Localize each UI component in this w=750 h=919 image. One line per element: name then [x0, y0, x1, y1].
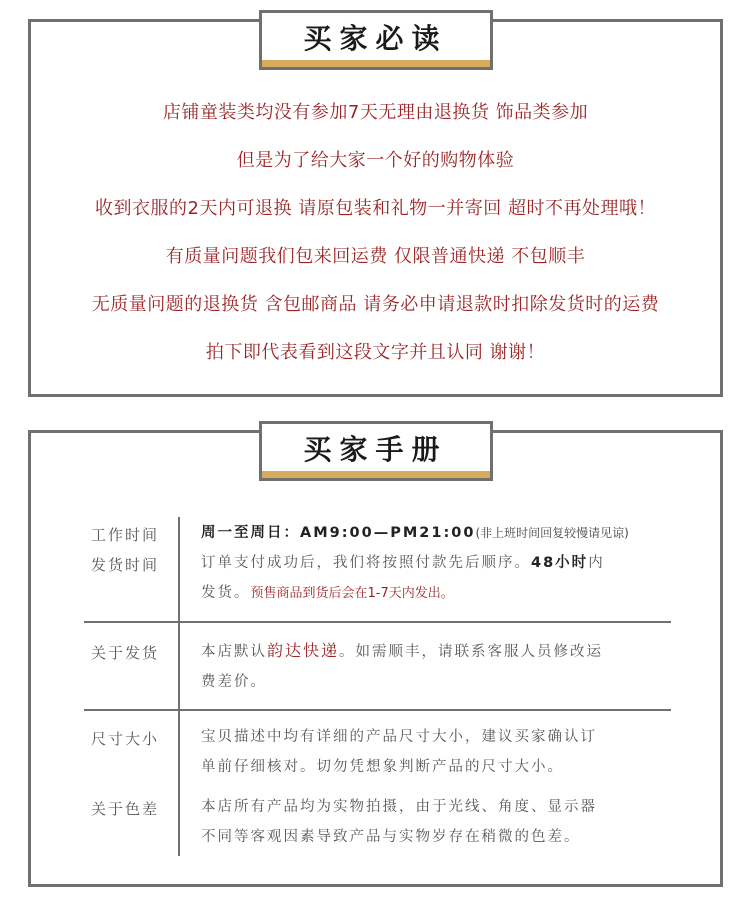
- color-text: [201, 792, 701, 852]
- ship-time-text-3: 发货。: [201, 585, 251, 601]
- buyer-notice-title-box: [259, 10, 493, 60]
- divider-horizontal-1: [84, 621, 671, 623]
- size-text: [201, 722, 701, 782]
- notice-line-3: 收到衣服的2天内可退换 请原包装和礼物一并寄回 超时不再处理哦！: [95, 198, 656, 219]
- size-line-1: 宝贝描述中均有详细的产品尺寸大小，建议买家确认订: [201, 729, 597, 745]
- color-label: 关于色差: [91, 800, 160, 818]
- shipping-courier: 韵达快递: [267, 641, 340, 660]
- presale-note: 预售商品到货后会在1-7天内发出。: [250, 586, 454, 601]
- divider-vertical-1: [178, 517, 180, 621]
- shipping-label: 关于发货: [91, 644, 160, 662]
- ship-time-hours: 48小时: [531, 555, 589, 571]
- work-time-hours: 周一至周日：AM9:00—PM21:00: [201, 525, 476, 541]
- buyer-handbook-panel: [28, 430, 723, 887]
- shipping-text: [201, 636, 701, 697]
- divider-horizontal-2: [84, 709, 671, 711]
- shipping-text-2: 。如需顺丰，请联系客服人员修改运: [339, 644, 604, 660]
- work-time-label: 工作时间: [91, 526, 160, 544]
- divider-vertical-3: [178, 711, 180, 856]
- notice-line-6: 拍下即代表看到这段文字并且认同 谢谢！: [205, 342, 546, 363]
- shipping-text-1: 本店默认: [201, 644, 267, 660]
- work-time-note: (非上班时间回复较慢请见谅): [475, 526, 629, 540]
- buyer-notice-panel: [28, 19, 723, 397]
- divider-vertical-2: [178, 623, 180, 709]
- notice-line-1: 店铺童装类均没有参加7天无理由退换货 饰品类参加: [162, 102, 589, 123]
- color-line-2: 不同等客观因素导致产品与实物岁存在稍微的色差。: [201, 829, 581, 845]
- buyer-handbook-title: 买家手册: [303, 432, 448, 466]
- ship-time-label: 发货时间: [91, 556, 160, 574]
- shipping-text-3: 费差价。: [201, 674, 267, 690]
- size-line-2: 单前仔细核对。切勿凭想象判断产品的尺寸大小。: [201, 759, 564, 775]
- size-label: 尺寸大小: [91, 730, 160, 748]
- notice-line-5: 无质量问题的退换货 含包邮商品 请务必申请退款时扣除发货时的运费: [91, 294, 660, 315]
- ship-time-text-1: 订单支付成功后，我们将按照付款先后顺序。: [201, 555, 531, 571]
- notice-line-2: 但是为了给大家一个好的购物体验: [236, 150, 515, 171]
- buyer-handbook-title-box: [259, 421, 493, 471]
- ship-time-text-2: 内: [588, 555, 605, 571]
- notice-line-4: 有质量问题我们包来回运费 仅限普通快递 不包顺丰: [165, 246, 586, 267]
- buyer-notice-title: 买家必读: [303, 21, 448, 55]
- work-time-text: [201, 518, 721, 548]
- color-line-1: 本店所有产品均为实物拍摄，由于光线、角度、显示器: [201, 799, 597, 815]
- ship-time-text: [201, 548, 701, 609]
